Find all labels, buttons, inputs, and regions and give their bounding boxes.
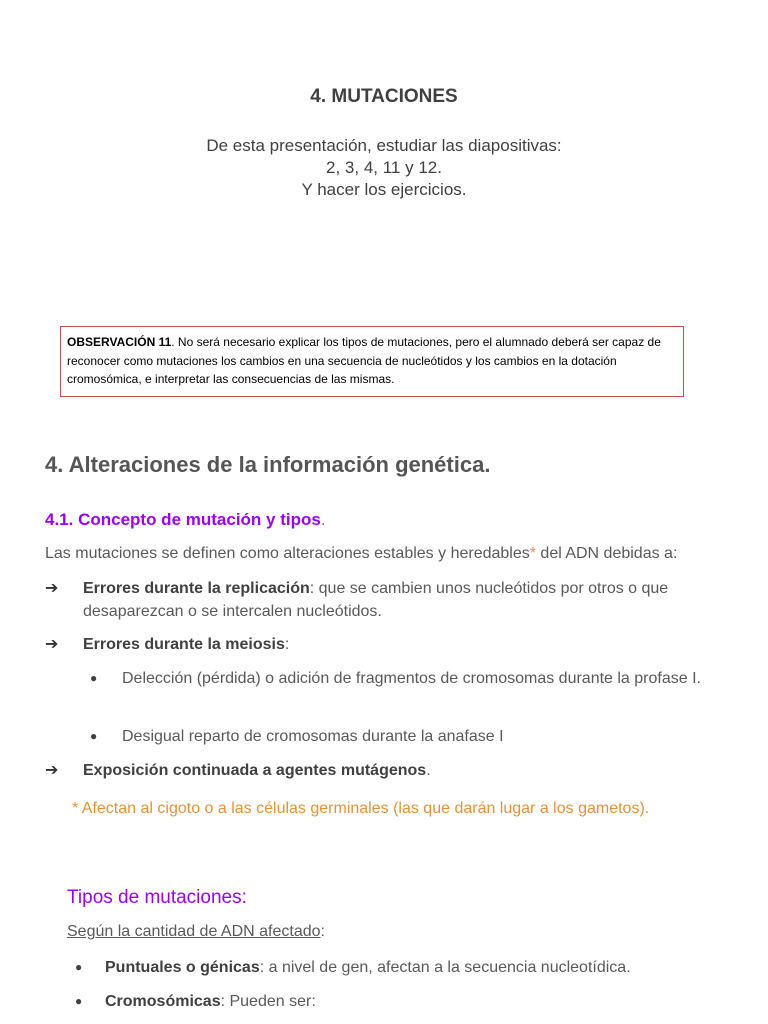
- subsection-heading-dot: .: [320, 510, 326, 529]
- observation-text: . No será necesario explicar los tipos de mutaciones, pero el alumnado deberá ser capaz de reconocer como mutaciones los cambios en una secuencia de nucleótidos y los cambios en la dotación cromosómica, e interpretar las consecuencias de las mismas.: [67, 335, 661, 386]
- type-rest: : Pueden ser:: [220, 993, 316, 1010]
- bullet-icon: ●: [75, 960, 83, 974]
- intro-text: [0, 135, 768, 201]
- footnote: * Afectan al cigoto o a las células germinales (las que darán lugar a los gametos).: [72, 800, 650, 817]
- type-bold: Cromosómicas: [105, 993, 221, 1010]
- cause-rest: : que se cambien unos nucleótidos por otros o que desaparezcan o se intercalen nucleótidos.: [83, 580, 669, 620]
- cause-item-meiosis: [45, 633, 735, 656]
- bullet-icon: ●: [90, 671, 98, 685]
- cause-bold: Errores durante la meiosis: [83, 636, 285, 653]
- arrow-icon: ➔: [45, 636, 59, 653]
- bullet-icon: ●: [90, 729, 98, 743]
- cause-item-replication: [45, 577, 735, 623]
- definition-part-b: del ADN debidas a:: [535, 545, 678, 562]
- type-rest: : a nivel de gen, afectan a la secuencia nucleotídica.: [259, 959, 631, 976]
- type-bold: Puntuales o génicas: [105, 959, 260, 976]
- intro-line-1: De esta presentación, estudiar las diapositivas:: [206, 136, 562, 155]
- bullet-text: Desigual reparto de cromosomas durante la anafase I: [122, 728, 504, 745]
- types-criterion: [67, 923, 325, 941]
- observation-label: OBSERVACIÓN 11: [67, 335, 172, 349]
- intro-line-2: 2, 3, 4, 11 y 12.: [326, 158, 442, 177]
- meiosis-bullet-anaphase: [90, 725, 710, 748]
- types-heading: Tipos de mutaciones:: [67, 887, 247, 908]
- cause-bold: Exposición continuada a agentes mutágenos: [83, 762, 427, 779]
- arrow-icon: ➔: [45, 762, 59, 779]
- definition-asterisk: *: [529, 545, 536, 562]
- meiosis-bullet-deletion: [90, 667, 710, 690]
- intro-line-3: Y hacer los ejercicios.: [301, 180, 467, 199]
- cause-rest: .: [426, 762, 431, 779]
- arrow-icon: ➔: [45, 580, 59, 597]
- cause-bold: Errores durante la replicación: [83, 580, 310, 597]
- type-item-point: [75, 956, 735, 979]
- cause-item-mutagens: [45, 759, 735, 782]
- subsection-heading-text: 4.1. Concepto de mutación y tipos: [45, 510, 321, 529]
- observation-box: [60, 326, 684, 397]
- types-criterion-colon: :: [320, 923, 325, 940]
- subsection-heading: [45, 510, 326, 530]
- definition-paragraph: [45, 545, 745, 563]
- section-heading: 4. Alteraciones de la información genética.: [45, 452, 491, 477]
- page-title: 4. MUTACIONES: [310, 86, 458, 107]
- bullet-text: Delección (pérdida) o adición de fragmentos de cromosomas durante la profase I.: [122, 670, 701, 687]
- type-item-chromosomal: [75, 990, 735, 1013]
- definition-part-a: Las mutaciones se definen como alteraciones estables y heredables: [45, 545, 530, 562]
- types-criterion-text: Según la cantidad de ADN afectado: [67, 923, 321, 940]
- bullet-icon: ●: [75, 994, 83, 1008]
- cause-rest: :: [284, 636, 290, 653]
